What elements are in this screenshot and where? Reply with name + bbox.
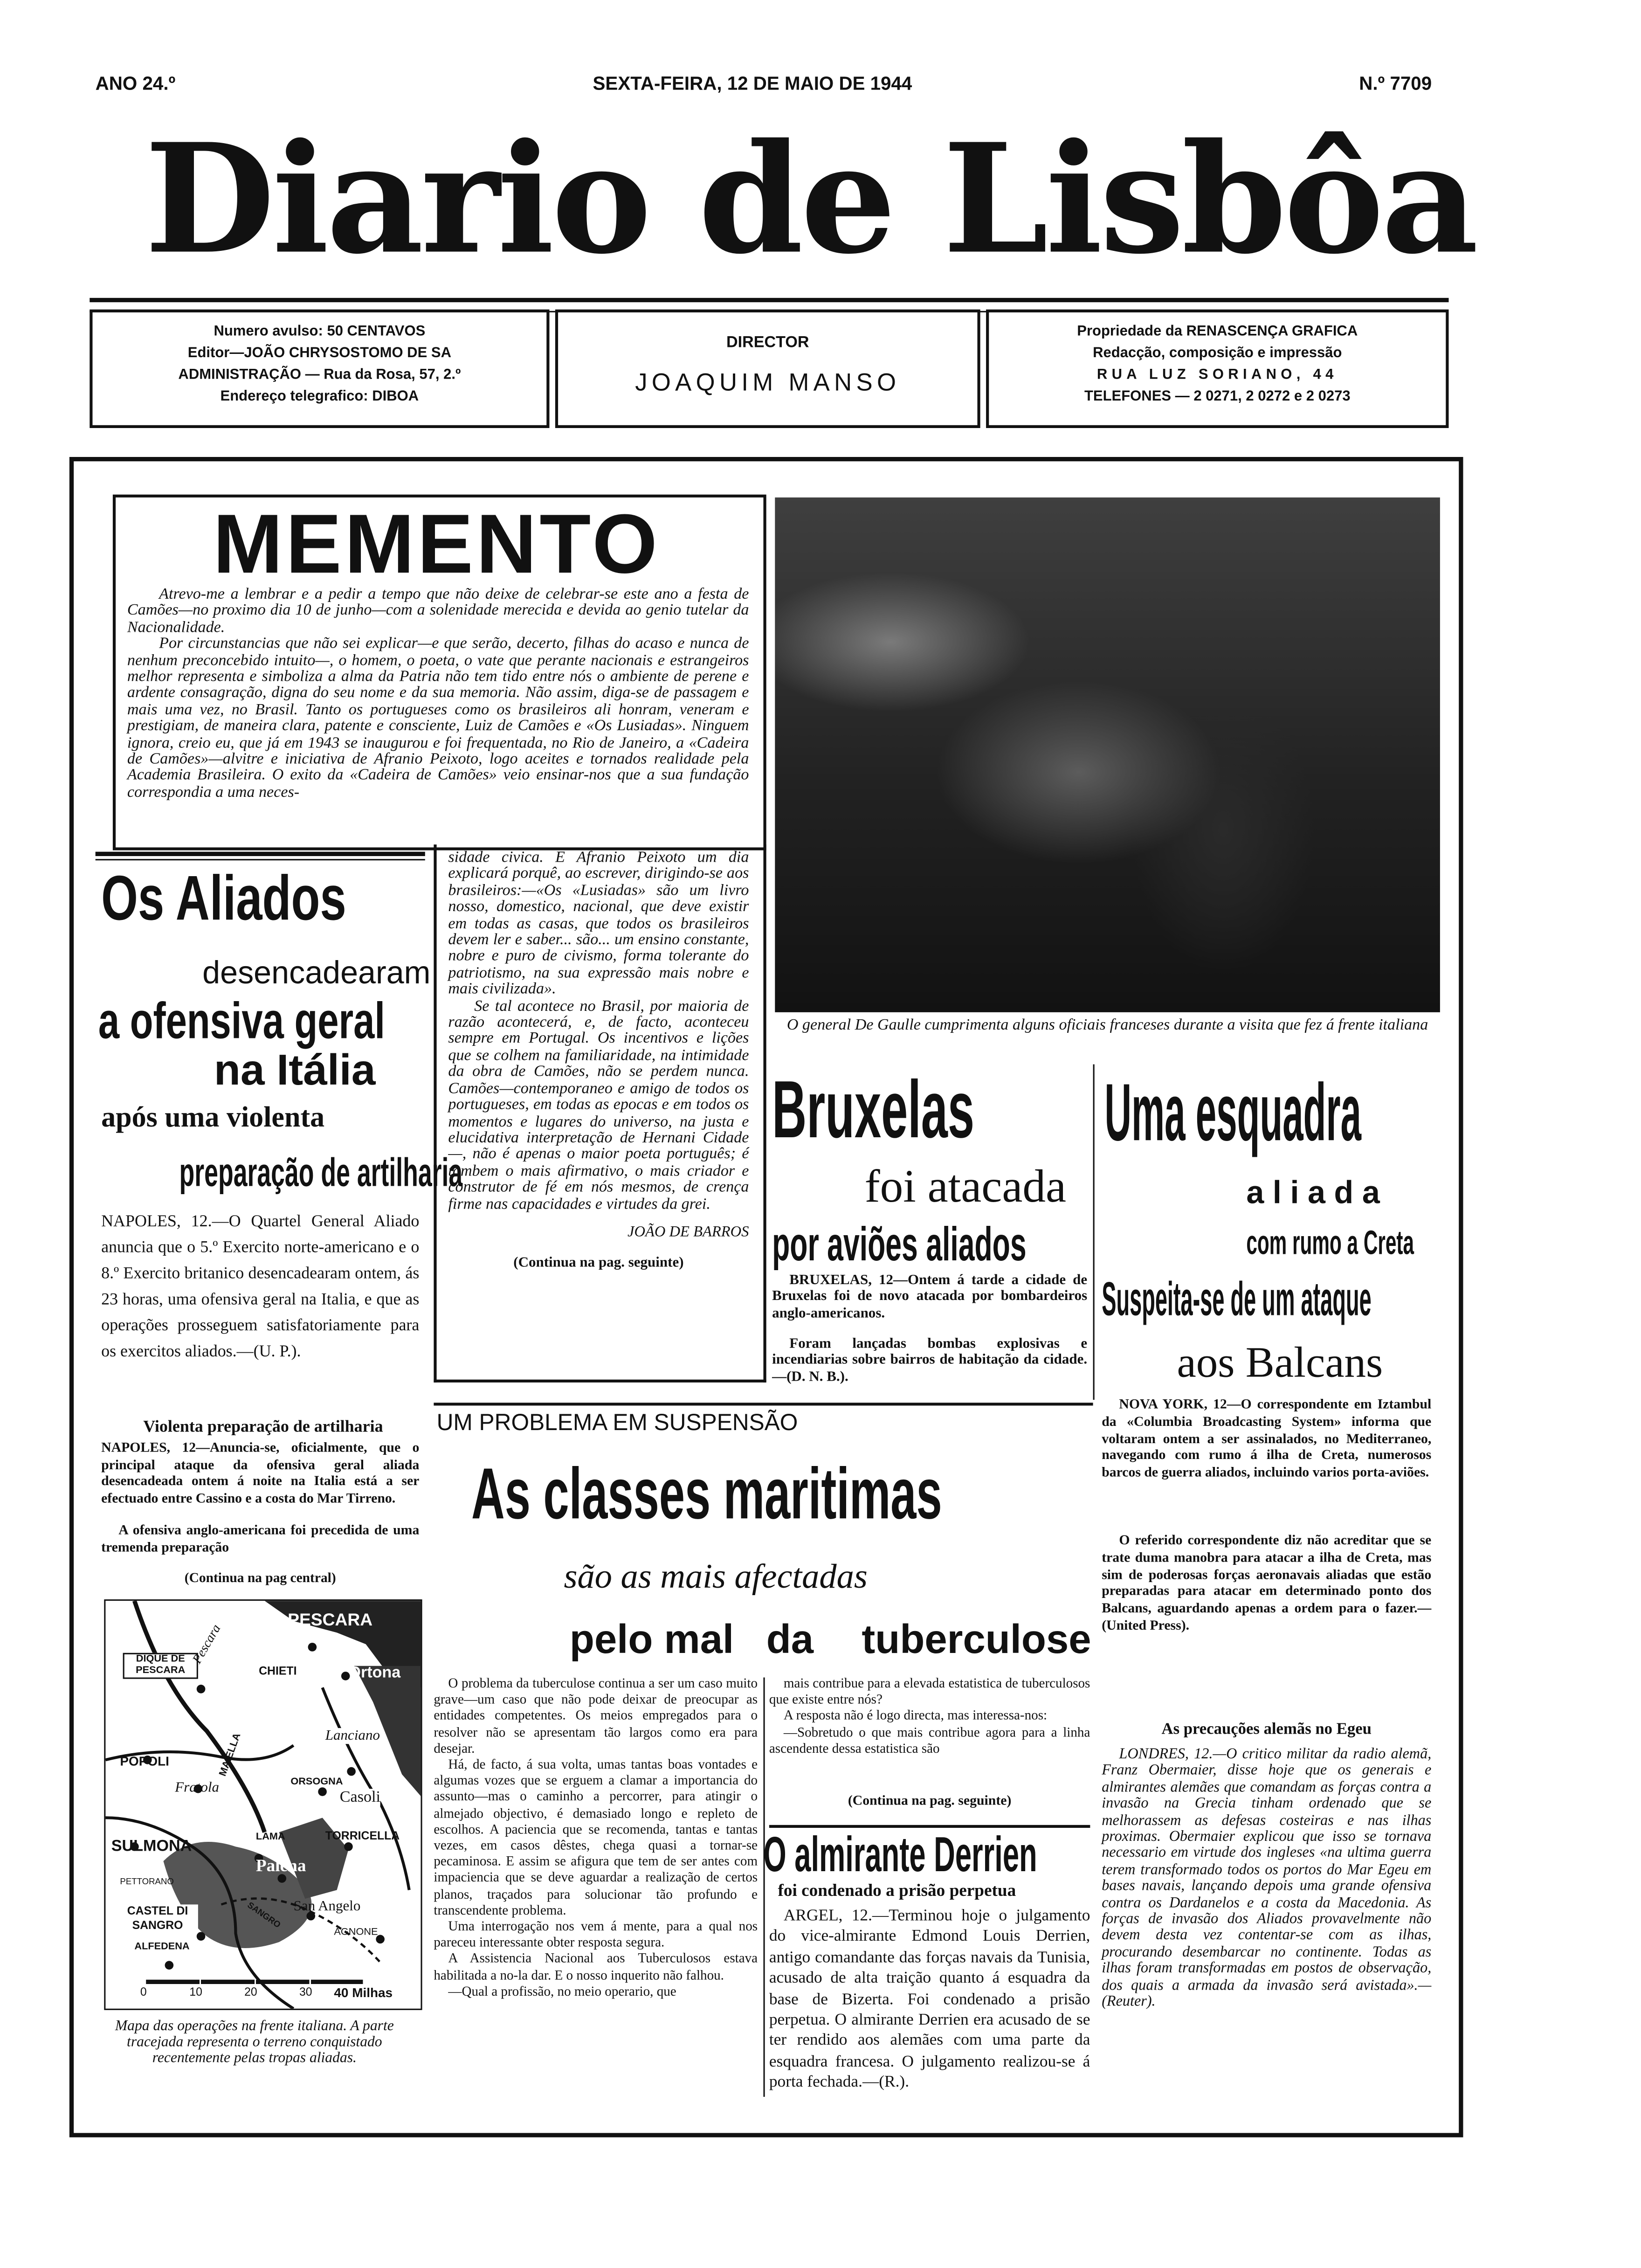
map-label: Pescara: [189, 1621, 223, 1666]
map-label: San Angelo: [293, 1899, 361, 1915]
map-label: Palena: [255, 1855, 306, 1876]
esquadra-headline-5: aos Balcans: [1177, 1339, 1383, 1387]
map-label: LAMA: [255, 1832, 285, 1843]
map-scale-bar: [146, 1980, 363, 1984]
bruxelas-body-2: Foram lançadas bombas explosivas e incendiarias sobre bairros de habitação da cidade.—(D. N. B.).: [772, 1336, 1088, 1385]
map-label: DIQUE DE PESCARA: [123, 1653, 198, 1679]
info-box-right: [986, 310, 1448, 428]
classes-kicker: UM PROBLEMA EM SUSPENSÃO: [436, 1411, 798, 1436]
memento-text: [127, 587, 749, 802]
esquadra-headline-3: com rumo a Creta: [1246, 1223, 1414, 1262]
classes-paragraph: A Assistencia Nacional aos Tuberculosos estava habilitada a no-la dar. E o nosso inquerito não falhou.: [434, 1953, 758, 1984]
issue-date: SEXTA-FEIRA, 12 DE MAIO DE 1944: [593, 72, 912, 94]
classes-paragraph: Há, de facto, á sua volta, umas tantas boas vontades e algumas vozes que se erguem a clamar a importancia do assunto—mas o caminho a percorrer, para atingir o almejado objectivo, é demasiado longo e repleto de escolhos. A paciencia que se recomenda, tantas e tantas vezes, em casos dêstes, chega quasi a tornar-se pecaminosa. E assim se afigura que tem de ser antes com impaciencia que se deve aguardar a realização de certos planos, traçados para solucionar tão profundo e transcendente problema.: [434, 1758, 758, 1919]
derrien-headline-2: foi condenado a prisão perpetua: [778, 1880, 1016, 1901]
bruxelas-headline: Bruxelas: [772, 1063, 975, 1155]
masthead: Diario de Lisbôa: [145, 110, 1476, 288]
memento-paragraph: Atrevo-me a lembrar e a pedir a tempo que não deixe de celebrar-se este ano a festa de Camões—no proximo dia 10 de junho—com a solenidade merecida e devida ao genio tutelar da Nacionalidade.: [127, 586, 749, 636]
classes-paragraph: —Qual a profissão, no meio operario, que: [448, 1985, 676, 2000]
italy-front-map: [104, 1599, 422, 2010]
classes-headline-3a: pelo mal: [569, 1617, 734, 1662]
editor-line: Editor—JOÃO CHRYSOSTOMO DE SA: [187, 346, 451, 362]
aliados-subhead: Violenta preparação de artilharia: [143, 1417, 383, 1436]
map-label: TORRICELLA: [325, 1829, 400, 1843]
esquadra-headline: Uma esquadra: [1104, 1066, 1361, 1158]
map-scale-label: 20: [244, 1985, 257, 1998]
phone-line: TELEFONES — 2 0271, 2 0272 e 2 0273: [1084, 389, 1351, 405]
classes-headline: As classes maritimas: [471, 1453, 942, 1535]
issue-number: N.º 7709: [1359, 72, 1432, 94]
map-label: Fratola: [175, 1780, 220, 1796]
map-label: Lanciano: [325, 1728, 380, 1744]
map-label: SANGRO: [245, 1902, 282, 1931]
derrien-headline: O almirante Derrien: [763, 1828, 1037, 1883]
classes-paragraph: Uma interrogação nos vem á mente, para a qual nos pareceu interessante obter resposta segura.: [434, 1920, 758, 1951]
section-rule: [434, 1403, 1093, 1405]
director-name: JOAQUIM MANSO: [635, 368, 901, 396]
administration-line: ADMINISTRAÇÃO — Rua da Rosa, 57, 2.º: [178, 367, 461, 383]
map-caption: Mapa das operações na frente italiana. A parte tracejada representa o terreno conquistado recentemente pelas tropas aliadas.: [115, 2019, 394, 2067]
classes-paragraph: mais contribue para a elevada estatistica de tuberculosos que existe entre nós?: [769, 1677, 1090, 1708]
aliados-headline-5: após uma violenta: [101, 1102, 325, 1134]
aliados-headline-6: preparação de artilharia: [179, 1151, 463, 1196]
map-label: ORSOGNA: [290, 1777, 343, 1788]
classes-paragraph: A resposta não é logo directa, mas interessa-nos:: [783, 1709, 1048, 1725]
classes-paragraph: —Sobretudo o que mais contribue agora para a linha ascendente dessa estatistica são: [769, 1726, 1090, 1757]
map-label: Casoli: [339, 1789, 381, 1806]
aliados-headline: Os Aliados: [101, 864, 346, 935]
director-label: DIRECTOR: [726, 334, 809, 352]
classes-headline-2: são as mais afectadas: [564, 1559, 868, 1597]
aliados-continued: (Continua na pag central): [184, 1572, 336, 1587]
aliados-body-2: NAPOLES, 12—Anuncia-se, oficialmente, que o principal ataque da ofensiva geral aliada desencadeada ontem á noite na Italia está a ser efectuado entre Cassino e a costa do Mar Tirreno.: [101, 1440, 420, 1507]
classes-paragraph: O problema da tuberculose continua a ser um caso muito grave—um caso que não pode deixar de preocupar as entidades competentes. Os meios empregados para o resolver não se apresentam tão largos como era para desejar.: [434, 1677, 758, 1757]
memento-column: [448, 850, 749, 1272]
bruxelas-body: BRUXELAS, 12—Ontem á tarde a cidade de Bruxelas foi de novo atacada por bombardeiros anglo-americanos.: [772, 1272, 1088, 1322]
memento-signature: JOÃO DE BARROS: [627, 1224, 749, 1241]
owner-line: Propriedade da RENASCENÇA GRAFICA: [1077, 324, 1358, 340]
esquadra-subhead: As precauções alemãs no Egeu: [1161, 1721, 1372, 1738]
price-line: Numero avulso: 50 CENTAVOS: [214, 324, 426, 340]
esquadra-body: NOVA YORK, 12—O correspondente em Iztambul da «Columbia Broadcasting System» informa que voltaram ontem a ser assinalados, no Mediterraneo, navegando com rumo á ilha de Creta, numerosos barcos de guerra aliados, incluindo varios porta-aviões.: [1102, 1397, 1432, 1481]
esquadra-body-3: LONDRES, 12.—O critico militar da radio alemã, Franz Obermaier, disse hoje que os generais e almirantes alemães que comandam as forças contra a invasão na Grecia tinham ordenado que se melhorassem as defesas costeiras e nas ilhas proximas. Obermaier explicou que isso se tornava necessario em virtude dos ingleses «na ultima guerra terem transformado todos os portos do Mar Egeu em bases navais, lançando depois uma grande ofensiva contra os Dardanelos e a costa da Macedonia. As forças de invasão dos Aliados provavelmente não devem desta vez contentar-se com as ilhas, procurando desembarcar no continente. Todas as ilhas foram transformadas em postos de observação, dos quais a armada da invasão será avistada».—(Reuter).: [1102, 1747, 1432, 2011]
memento-paragraph: sidade civica. E Afranio Peixoto um dia explicará porquê, ao escrever, dirigindo-se aos brasileiros:—«Os «Lusiadas» são um livro nosso, domestico, nacional, que deve existir em todas as casas, que todos os brasileiros devem ler e saber... são... um ensino constante, nobre e puro de civismo, forma tolerante do patriotismo, na sua expressão mais nobre e mais civilizada».: [448, 849, 749, 998]
map-scale-label: 30: [299, 1985, 312, 1998]
map-label: ALFEDENA: [134, 1942, 190, 1952]
map-label: PETTORANO: [120, 1878, 174, 1888]
aliados-body: NAPOLES, 12.—O Quartel General Aliado anuncia que o 5.º Exercito norte-americano e o 8.º Exercito britanico desencadearam ontem, ás 23 horas, uma ofensiva geral na Italia, e que as operações prosseguem satisfatoriamente para os exercitos aliados.—(U. P.).: [101, 1211, 420, 1361]
memento-paragraph: Por circunstancias que não sei explicar—e que serão, decerto, filhas do acaso e nunca de nenhum preconcebido intuito—, o homem, o poeta, o vate que perante nacionais e estrangeiros melhor representa e simboliza a alma da Patria não tem tido entre nós o ambiente de perene e ardente consagração, digna do seu nome e da sua memoria. Não assim, diga-se de passagem e mais uma vez, no Brasil. Tanto os portugueses como os brasileiros ali honram, veneram e prestigiam, de maneira clara, patente e consciente, Luiz de Camões e «Os Lusiadas». Ninguem ignora, creio eu, que já em 1943 se inaugurou e foi frequentada, no Rio de Janeiro, a «Cadeira de Camões»—alvitre e iniciativa de Afranio Peixoto, logo aceites e tornados realidade pela Academia Brasileira. O exito da «Cadeira de Camões» veio ensinar-nos que a sua fundação correspondia a uma neces-: [127, 635, 749, 801]
memento-continued: (Continua na pag. seguinte): [513, 1255, 684, 1272]
redaction-line: Redacção, composição e impressão: [1093, 346, 1342, 362]
info-box-center: [555, 310, 980, 428]
map-label: POPOLI: [120, 1754, 169, 1769]
map-label: SULMONA: [111, 1838, 192, 1855]
telegraph-line: Endereço telegrafico: DIBOA: [220, 389, 419, 405]
esquadra-body-2: O referido correspondente diz não acreditar que se trate duma manobra para atacar a ilha de Creta, mas sim de poderosas forças aeronavais aliadas que estão preparadas para atacar em determinado ponto dos Balcans, aguardando apenas a ordem para o fazer.—(United Press).: [1102, 1533, 1432, 1634]
map-scale-label: 40 Milhas: [334, 1985, 393, 2000]
issue-year: ANO 24.º: [95, 72, 176, 94]
classes-headline-3c: tuberculose: [862, 1617, 1091, 1662]
photo-caption: O general De Gaulle cumprimenta alguns oficiais franceses durante a visita que fez á frente italiana: [786, 1016, 1428, 1034]
map-label: PESCARA: [288, 1609, 373, 1630]
address-line: RUA LUZ SORIANO, 44: [1096, 367, 1338, 383]
info-box-left: [90, 310, 549, 428]
classes-body: [434, 1678, 758, 2002]
aliados-body-3: A ofensiva anglo-americana foi precedida de uma tremenda preparação: [101, 1522, 420, 1556]
aliados-headline-4: na Itália: [214, 1047, 376, 1095]
memento-paragraph: Se tal acontece no Brasil, por maioria de razão acontecerá, e, de facto, aconteceu sempre em Portugal. Os incentivos e lições que se colhem na familiaridade, na intimidade da obra de Camões, não se perdem nunca. Camões—contemporaneo e amigo de todos os portugueses, em todas as epocas e em todos os momentos e lugares do universo, na justa e elucidativa interpretação de Hernani Cidade—, não é apenas o maior poeta português; é tambem o mais afirmativo, o mais criador e construtor de fé em nós mesmos, de crença firme nas capacidades e virtudes da grei.: [448, 997, 749, 1213]
esquadra-headline-4: Suspeita-se de um ataque: [1102, 1272, 1372, 1326]
bruxelas-headline-3: por aviões aliados: [772, 1217, 1027, 1271]
de-gaulle-photo: [775, 498, 1440, 1012]
column-divider: [1093, 1065, 1095, 1400]
bruxelas-headline-2: foi atacada: [864, 1160, 1067, 1212]
map-label: MAIELLA: [218, 1732, 243, 1778]
aliados-headline-2: desencadearam: [202, 954, 431, 991]
map-scale-label: 0: [140, 1985, 147, 1998]
column-divider: [763, 1678, 765, 2097]
memento-title: MEMENTO: [213, 497, 661, 592]
derrien-body: ARGEL, 12.—Terminou hoje o julgamento do vice-almirante Edmond Louis Derrien, antigo comandante das forças navais da Tunisia, acusado de alta traição quanto á esquadra da base de Bizerta. Foi condenado a prisão perpetua. O almirante Derrien era acusado de se ter rendido aos alemães com uma parte da esquadra francesa. O julgamento realizou-se á porta fechada.—(R.).: [769, 1907, 1090, 2092]
aliados-headline-3: a ofensiva geral: [98, 992, 386, 1050]
classes-body-2: [769, 1678, 1090, 1759]
classes-headline-3b: da: [766, 1617, 814, 1662]
classes-continued: (Continua na pag. seguinte): [848, 1793, 1012, 1809]
esquadra-headline-2: aliada: [1246, 1174, 1389, 1210]
aliados-rule: [96, 852, 425, 861]
map-label: CASTEL DI SANGRO: [117, 1904, 198, 1933]
map-label: Ortona: [348, 1664, 401, 1682]
map-scale-label: 10: [189, 1985, 202, 1998]
map-label: AGNONE: [334, 1928, 378, 1938]
map-label: CHIETI: [259, 1664, 297, 1678]
